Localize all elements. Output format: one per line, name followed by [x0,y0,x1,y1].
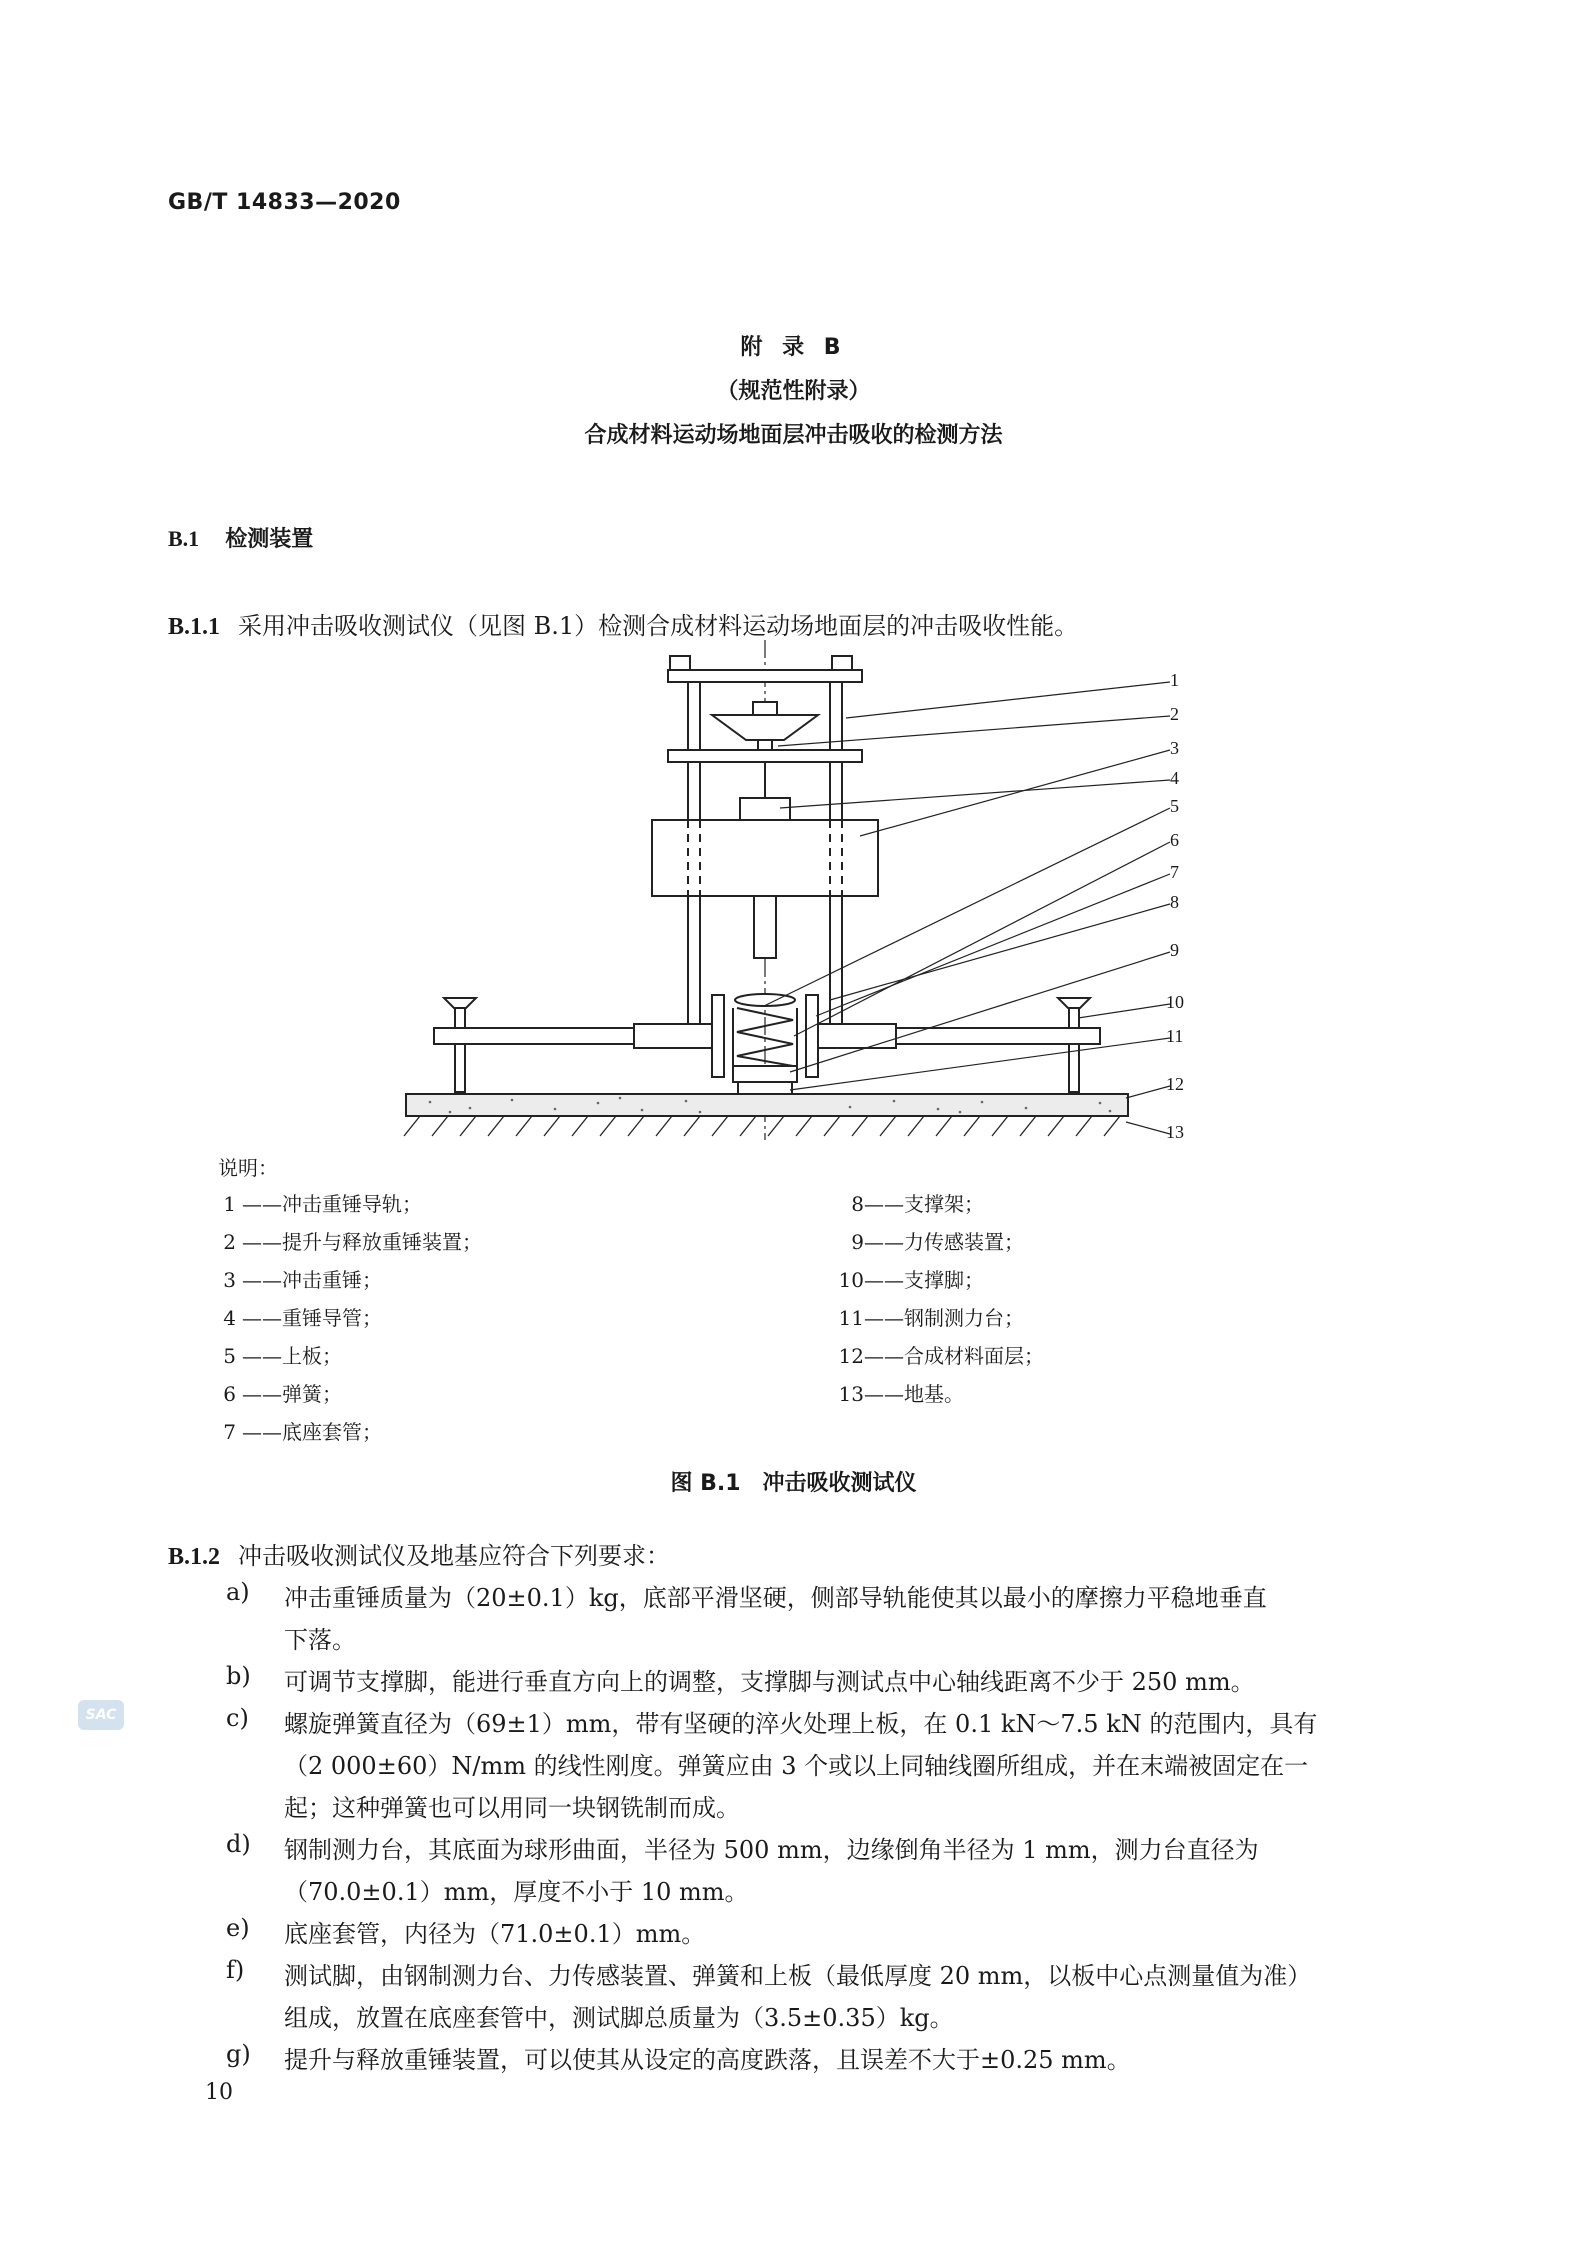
legend-item: 9——力传感装置； [851,1230,1024,1254]
standard-code: GB/T 14833—2020 [168,190,401,215]
legend-item: 12——合成材料面层； [838,1344,1044,1368]
appendix-label: 附 录 B [740,335,847,360]
callout-number: 10 [1166,992,1184,1012]
callout-number: 4 [1170,768,1179,788]
clause-intro: 冲击吸收测试仪及地基应符合下列要求： [238,1542,671,1570]
legend-title: 说明： [218,1156,278,1180]
legend-item: 8——支撑架； [851,1192,984,1216]
callout-number: 7 [1170,862,1179,882]
appendix-type: （规范性附录） [716,379,871,404]
clause-b12 [168,1536,670,1571]
clause-number: B.1.2 [168,1544,221,1570]
legend-item: 3 ——冲击重锤； [223,1268,382,1292]
callout-number: 6 [1170,830,1179,850]
callout-number: 2 [1170,704,1179,724]
legend-item: 6 ——弹簧； [223,1382,342,1406]
page-number: 10 [205,2080,233,2105]
legend-item: 10——支撑脚； [838,1268,984,1292]
legend-item: 7 ——底座套管； [223,1420,382,1444]
sac-watermark: SAC [78,1700,124,1730]
callout-number: 8 [1170,892,1179,912]
section-number: B.1 [168,526,200,551]
legend-item: 11——钢制测力台； [838,1306,1024,1330]
callout-number: 1 [1170,670,1179,690]
callout-number: 11 [1166,1026,1184,1046]
clause-text: 采用冲击吸收测试仪（见图 B.1）检测合成材料运动场地面层的冲击吸收性能。 [238,612,1079,640]
clause-number: B.1.1 [168,614,221,640]
legend-item: 13——地基。 [838,1382,964,1406]
callout-number: 12 [1166,1074,1184,1094]
section-title: 检测装置 [225,527,314,552]
appendix-title: 合成材料运动场地面层冲击吸收的检测方法 [584,423,1003,448]
legend-item: 4 ——重锤导管； [223,1306,382,1330]
callout-number: 13 [1166,1122,1184,1142]
callout-number: 3 [1170,738,1179,758]
callout-number: 5 [1170,796,1179,816]
callout-number: 9 [1170,940,1179,960]
figure-caption: 图 B.1 冲击吸收测试仪 [670,1471,917,1496]
legend-item: 1 ——冲击重锤导轨； [223,1192,422,1216]
legend-item: 2 ——提升与释放重锤装置； [223,1230,482,1254]
legend-item: 5 ——上板； [223,1344,342,1368]
